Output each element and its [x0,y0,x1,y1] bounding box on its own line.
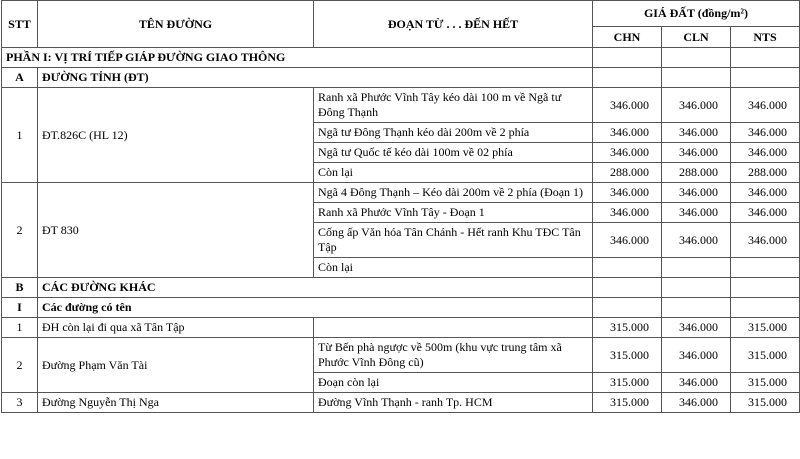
section-a-code: A [2,68,38,88]
segment-text: Cống ấp Văn hóa Tân Chánh - Hết ranh Khu TĐC Tân Tập [314,223,593,258]
table-row [2,88,800,123]
road-name: Đường Phạm Văn Tài [38,338,314,393]
header-row-1 [2,1,800,27]
section-b-title: CÁC ĐƯỜNG KHÁC [38,278,593,298]
price-nts: 346.000 [731,223,800,258]
section-a-title: ĐƯỜNG TỈNH (ĐT) [38,68,593,88]
price-nts: 315.000 [731,318,800,338]
price-cln: 288.000 [662,163,731,183]
segment-text: Đoạn còn lại [314,373,593,393]
price-cln: 346.000 [662,338,731,373]
price-cln: 346.000 [662,183,731,203]
header-chn: CHN [593,27,662,48]
price-cln: 346.000 [662,318,731,338]
price-chn: 346.000 [593,88,662,123]
price-nts: 315.000 [731,373,800,393]
price-nts: 346.000 [731,123,800,143]
price-nts: 346.000 [731,88,800,123]
segment-text: Ngã 4 Đông Thạnh – Kéo dài 200m về 2 phía (Đoạn 1) [314,183,593,203]
header-gia-dat: GIÁ ĐẤT (đồng/m²) [593,1,800,27]
price-cln: 346.000 [662,393,731,413]
segment-text: Ngã tư Quốc tế kéo dài 100m về 02 phía [314,143,593,163]
road-name: ĐH còn lại đi qua xã Tân Tập [38,318,314,338]
row-stt: 2 [2,183,38,278]
row-stt: 1 [2,88,38,183]
segment-text: Ranh xã Phước Vĩnh Tây kéo dài 100 m về Ngã tư Đông Thạnh [314,88,593,123]
price-chn: 346.000 [593,143,662,163]
section-row [2,48,800,68]
price-nts: 288.000 [731,163,800,183]
price-nts: 315.000 [731,393,800,413]
row-stt: 3 [2,393,38,413]
segment-text: Còn lại [314,163,593,183]
segment-text: Ngã tư Đông Thạnh kéo dài 200m về 2 phía [314,123,593,143]
section-b-code: B [2,278,38,298]
segment-text: Ranh xã Phước Vĩnh Tây - Đoạn 1 [314,203,593,223]
price-cln: 346.000 [662,88,731,123]
price-chn: 315.000 [593,373,662,393]
header-doan: ĐOẠN TỪ . . . ĐẾN HẾT [314,1,593,48]
header-cln: CLN [662,27,731,48]
road-name: ĐT 830 [38,183,314,278]
segment-text: Đường Vĩnh Thạnh - ranh Tp. HCM [314,393,593,413]
table-row [2,183,800,203]
price-cln: 346.000 [662,373,731,393]
price-chn: 315.000 [593,318,662,338]
row-stt: 1 [2,318,38,338]
price-chn: 288.000 [593,163,662,183]
price-nts: 315.000 [731,338,800,373]
road-name: Đường Nguyễn Thị Nga [38,393,314,413]
section-row [2,278,800,298]
price-chn: 315.000 [593,338,662,373]
price-cln: 346.000 [662,143,731,163]
section-row [2,298,800,318]
section-i-title: Các đường có tên [38,298,593,318]
row-stt: 2 [2,338,38,393]
section-i-code: I [2,298,38,318]
price-chn: 346.000 [593,203,662,223]
price-chn: 315.000 [593,393,662,413]
land-price-table [1,0,800,413]
price-nts: 346.000 [731,203,800,223]
price-nts: 346.000 [731,143,800,163]
price-chn: 346.000 [593,123,662,143]
road-name: ĐT.826C (HL 12) [38,88,314,183]
price-cln: 346.000 [662,223,731,258]
header-stt: STT [2,1,38,48]
price-cln [662,258,731,278]
section-phan1-title: PHẦN I: VỊ TRÍ TIẾP GIÁP ĐƯỜNG GIAO THÔNG [2,48,593,68]
price-cln: 346.000 [662,203,731,223]
table-row [2,338,800,373]
segment-text [314,318,593,338]
price-nts [731,258,800,278]
price-nts: 346.000 [731,183,800,203]
table-row [2,318,800,338]
table-row [2,393,800,413]
price-chn: 346.000 [593,183,662,203]
segment-text: Còn lại [314,258,593,278]
header-ten-duong: TÊN ĐƯỜNG [38,1,314,48]
price-cln: 346.000 [662,123,731,143]
section-row [2,68,800,88]
segment-text: Từ Bến phà ngược về 500m (khu vực trung tâm xã Phước Vĩnh Đông cũ) [314,338,593,373]
price-chn: 346.000 [593,223,662,258]
price-chn [593,258,662,278]
header-nts: NTS [731,27,800,48]
